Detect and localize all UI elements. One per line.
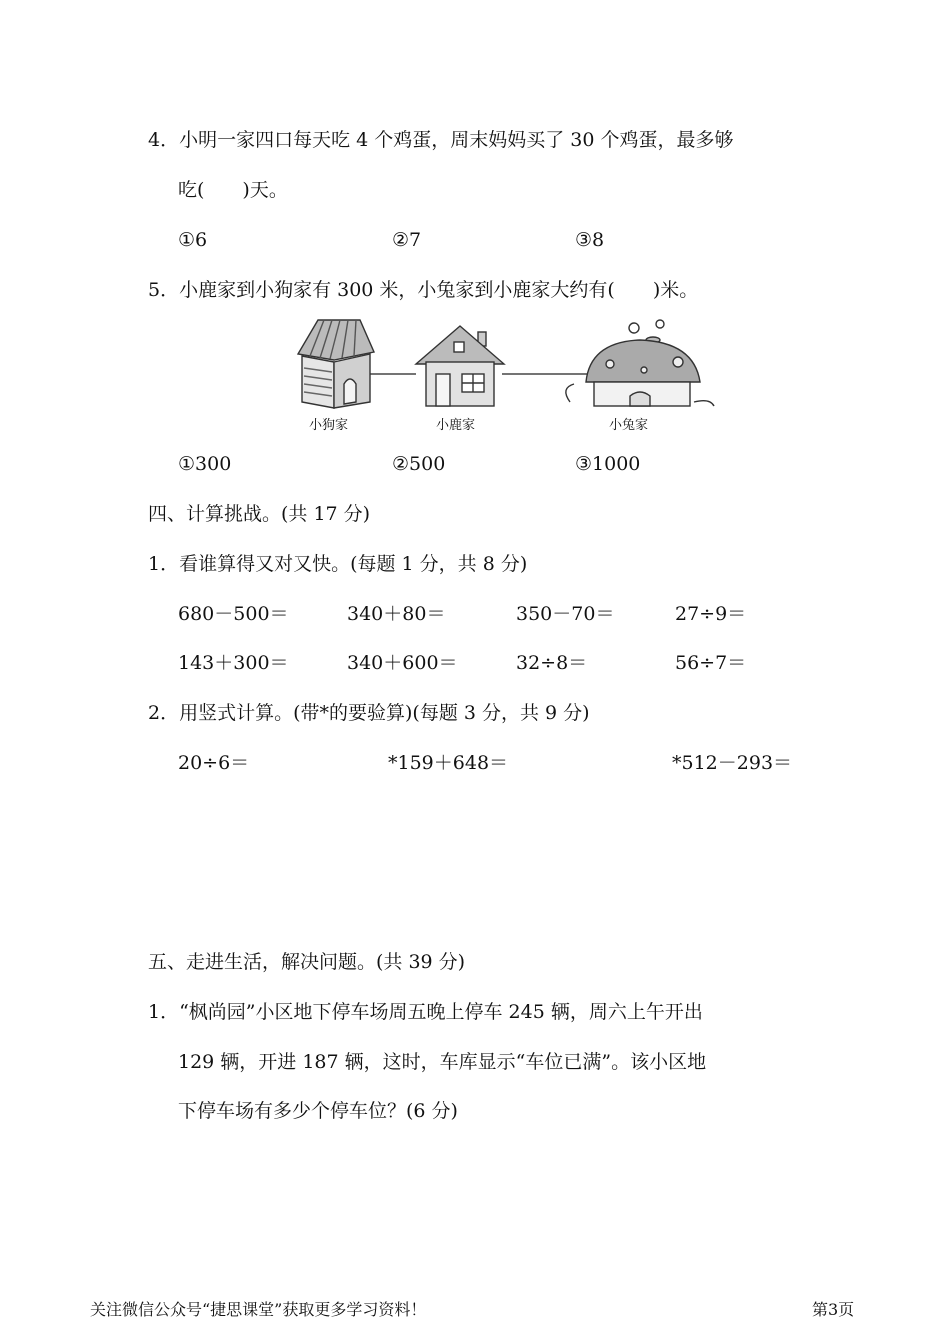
q5-text-line1: 5．小鹿家到小狗家有 300 米，小兔家到小鹿家大约有( )米。 xyxy=(148,279,699,301)
calc-item: 350－70＝ xyxy=(516,603,615,625)
dog-house-label: 小狗家 xyxy=(309,418,349,433)
q5-option-1: ①300 xyxy=(178,453,232,475)
calc-item: 56÷7＝ xyxy=(675,652,747,674)
vertical-calc-item: *159＋648＝ xyxy=(388,752,509,774)
footer-promo-text: 关注微信公众号“捷思课堂”获取更多学习资料！ xyxy=(90,1300,427,1319)
calc-item: 340＋600＝ xyxy=(347,652,458,674)
section5-title: 五、走进生活，解决问题。(共 39 分) xyxy=(148,951,466,973)
houses-illustration xyxy=(290,312,720,412)
section5-q1-line3: 下停车场有多少个停车位？(6 分) xyxy=(178,1100,458,1122)
q4-text-line1: 4．小明一家四口每天吃 4 个鸡蛋，周末妈妈买了 30 个鸡蛋，最多够 xyxy=(148,129,734,151)
q4-option-3: ③8 xyxy=(575,229,605,251)
q5-option-3: ③1000 xyxy=(575,453,641,475)
vertical-calc-item: 20÷6＝ xyxy=(178,752,250,774)
calc-item: 27÷9＝ xyxy=(675,603,747,625)
rabbit-house-label: 小兔家 xyxy=(609,418,649,433)
calc-item: 32÷8＝ xyxy=(516,652,588,674)
section4-q1-title: 1．看谁算得又对又快。(每题 1 分，共 8 分) xyxy=(148,553,528,575)
calc-item: 680－500＝ xyxy=(178,603,289,625)
rabbit-house-icon xyxy=(566,320,714,406)
calc-item: 340＋80＝ xyxy=(347,603,446,625)
q4-text-line2: 吃( )天。 xyxy=(178,179,288,201)
q4-option-1: ①6 xyxy=(178,229,208,251)
vertical-calc-item: *512－293＝ xyxy=(672,752,793,774)
q4-option-2: ②7 xyxy=(392,229,422,251)
section4-q2-title: 2．用竖式计算。(带*的要验算)(每题 3 分，共 9 分) xyxy=(148,702,590,724)
section4-title: 四、计算挑战。(共 17 分) xyxy=(148,503,371,525)
section5-q1-line2: 129 辆，开进 187 辆，这时，车库显示“车位已满”。该小区地 xyxy=(178,1051,707,1073)
section5-q1-line1: 1．“枫尚园”小区地下停车场周五晚上停车 245 辆，周六上午开出 xyxy=(148,1001,703,1023)
q5-option-2: ②500 xyxy=(392,453,446,475)
dog-house-icon xyxy=(298,320,374,408)
deer-house-icon xyxy=(416,326,504,406)
deer-house-label: 小鹿家 xyxy=(436,418,476,433)
page-number: 第3页 xyxy=(812,1300,855,1319)
calc-item: 143＋300＝ xyxy=(178,652,289,674)
